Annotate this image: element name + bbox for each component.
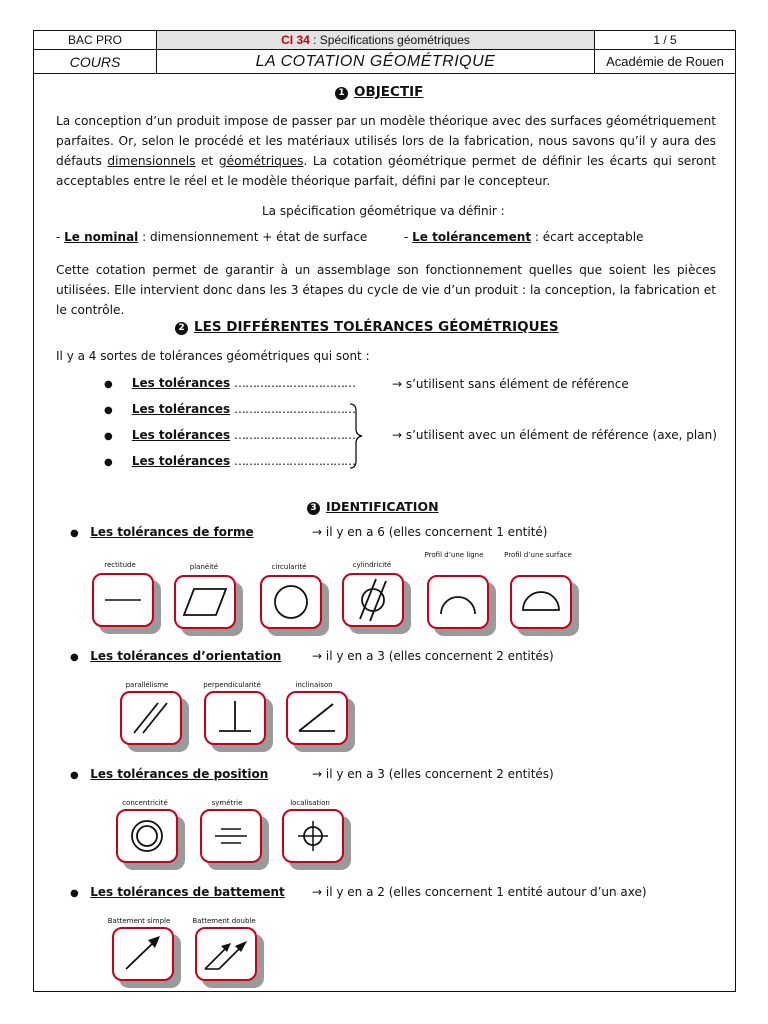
symbol-label-rectitude: rectitude xyxy=(104,561,136,569)
symbol-label-concentricite: concentricité xyxy=(122,799,168,807)
position-group-title xyxy=(70,767,268,781)
orientation-group-label: Les tolérances d’orientation xyxy=(90,649,282,663)
form-group-note: → il y en a 6 (elles concernent 1 entité) xyxy=(312,525,548,539)
orientation-group-title xyxy=(70,649,281,663)
nominal-definition: : dimensionnement + état de surface xyxy=(138,230,368,244)
tolerance-item-blank: …………………………… xyxy=(233,428,355,442)
symbol-label-battement-double: Battement double xyxy=(192,917,256,925)
runout-group-note: → il y en a 2 (elles concernent 1 entité autour d’un axe) xyxy=(312,885,647,899)
header-row-2 xyxy=(34,50,735,74)
bullet-icon: ● xyxy=(104,405,113,416)
section-1-heading xyxy=(335,84,423,100)
nominal-dash: - xyxy=(56,230,65,244)
circularity-symbol xyxy=(260,575,322,629)
section-2-heading xyxy=(175,319,559,335)
angularity-symbol xyxy=(286,691,348,745)
symbol-label-parallelisme: parallélisme xyxy=(125,681,169,689)
course-cell xyxy=(157,31,595,50)
symbol-label-symetrie: symétrie xyxy=(211,799,243,807)
doc-type: COURS xyxy=(34,50,157,74)
perpendicularity-symbol xyxy=(204,691,266,745)
position-group-label: Les tolérances de position xyxy=(90,767,269,781)
header-row-1 xyxy=(34,31,735,50)
course-code: CI 34 xyxy=(281,33,310,47)
straightness-icon xyxy=(94,575,152,625)
tolerance-item-blank: …………………………… xyxy=(233,402,355,416)
page xyxy=(33,30,736,992)
tolerancing-line xyxy=(404,230,644,244)
section-2-title: LES DIFFÉRENTES TOLÉRANCES GÉOMÉTRIQUES xyxy=(194,319,559,335)
symbol-label-battement-simple: Battement simple xyxy=(107,917,171,925)
parallelism-symbol xyxy=(120,691,182,745)
tol-definition: : écart acceptable xyxy=(531,230,644,244)
academy: Académie de Rouen xyxy=(595,50,735,74)
section-2-intro: Il y a 4 sortes de tolérances géométriques qui sont : xyxy=(56,349,370,363)
note-with-reference: → s’utilisent avec un élément de référence (axe, plan) xyxy=(392,428,717,442)
symbol-label-profil-ligne: Profil d’une ligne xyxy=(424,551,484,559)
tolerance-item-2 xyxy=(104,402,355,416)
symbol-label-profil-surface: Profil d’une surface xyxy=(504,551,572,559)
tolerance-item-label: Les tolérances xyxy=(131,454,231,468)
parallelism-icon xyxy=(122,693,180,743)
para1-dimensionnels: dimensionnels xyxy=(107,154,196,168)
bullet-icon: ● xyxy=(104,457,113,468)
assembly-paragraph: Cette cotation permet de garantir à un assemblage son fonctionnement quelles que soient les pièces utilisées. Elle intervient donc dans les 3 étapes du cycle de vie d’un produit : la conception, la fabrication et le contrôle. xyxy=(56,263,716,317)
symbol-label-inclinaison: inclinaison xyxy=(295,681,333,689)
objective-paragraph xyxy=(56,111,716,191)
circular-runout-icon xyxy=(114,929,172,979)
circular-runout-symbol xyxy=(112,927,174,981)
crosshair-icon xyxy=(284,811,342,861)
course-subject: : Spécifications géométriques xyxy=(309,33,470,47)
para1-text-end: . La cotation géométrique permet de définir les écarts qui seront acceptables entre le réel et le modèle théorique parfait, défini par le concepteur. xyxy=(56,154,716,188)
surface-profile-icon xyxy=(512,577,570,627)
symbol-label-perpendicularite: perpendicularité xyxy=(203,681,261,689)
concentricity-icon xyxy=(118,811,176,861)
line-profile-symbol xyxy=(427,575,489,629)
para1-et: et xyxy=(195,154,219,168)
surface-profile-symbol xyxy=(510,575,572,629)
bullet-icon: ● xyxy=(70,528,79,539)
symbol-label-planeite: planéité xyxy=(189,563,219,571)
tolerance-item-3 xyxy=(104,428,355,442)
flatness-icon xyxy=(176,577,234,627)
bullet-icon: ● xyxy=(104,431,113,442)
section-3-heading xyxy=(307,499,439,515)
bullet-icon: ● xyxy=(70,888,79,899)
symbol-label-cylindricite: cylindricité xyxy=(352,561,392,569)
section-1-title: OBJECTIF xyxy=(354,84,424,100)
perpendicularity-icon xyxy=(206,693,264,743)
cylindricity-symbol xyxy=(342,573,404,627)
flatness-symbol xyxy=(174,575,236,629)
note-without-reference: → s’utilisent sans élément de référence xyxy=(392,377,629,391)
tol-dash: - xyxy=(404,230,413,244)
runout-group-label: Les tolérances de battement xyxy=(90,885,285,899)
bullet-icon: ● xyxy=(70,770,79,781)
total-runout-symbol xyxy=(195,927,257,981)
tol-term: Le tolérancement xyxy=(412,230,532,244)
tolerance-item-blank: …………………………… xyxy=(233,454,355,468)
nominal-line xyxy=(56,230,367,244)
level-cell: BAC PRO xyxy=(34,31,157,50)
section-1-number: 1 xyxy=(335,87,348,100)
orientation-group-note: → il y en a 3 (elles concernent 2 entités) xyxy=(312,649,554,663)
tolerance-item-label: Les tolérances xyxy=(131,428,231,442)
bullet-icon: ● xyxy=(70,652,79,663)
tolerance-item-1 xyxy=(104,376,355,390)
position-group-note: → il y en a 3 (elles concernent 2 entités) xyxy=(312,767,554,781)
brace-icon xyxy=(346,403,366,469)
symbol-label-localisation: localisation xyxy=(290,799,330,807)
line-profile-icon xyxy=(429,577,487,627)
section-3-number: 3 xyxy=(307,502,320,515)
tolerance-item-label: Les tolérances xyxy=(131,402,231,416)
section-3-title: IDENTIFICATION xyxy=(326,499,439,514)
section-2-number: 2 xyxy=(175,322,188,335)
page-number: 1 / 5 xyxy=(595,31,735,50)
symmetry-icon xyxy=(202,811,260,861)
form-group-title xyxy=(70,525,254,539)
tolerance-item-label: Les tolérances xyxy=(131,376,231,390)
symbol-label-circularite: circularité xyxy=(271,563,307,571)
straightness-symbol xyxy=(92,573,154,627)
para1-text: La conception d’un produit impose de passer par un modèle théorique avec des surfaces géométriquement parfaites. Or, selon le procédé et les matériaux utilisés lors de la fabrication, nous savons qu’il y aura des défauts xyxy=(56,114,716,168)
tolerance-item-blank: …………………………… xyxy=(233,376,355,390)
page-title: LA COTATION GÉOMÉTRIQUE xyxy=(157,50,595,74)
form-group-label: Les tolérances de forme xyxy=(90,525,254,539)
cylindricity-icon xyxy=(344,575,402,625)
nominal-term: Le nominal xyxy=(64,230,139,244)
concentricity-symbol xyxy=(116,809,178,863)
circularity-icon xyxy=(262,577,320,627)
para1-geometriques: géométriques xyxy=(218,154,304,168)
tolerance-item-4 xyxy=(104,454,355,468)
bullet-icon: ● xyxy=(104,379,113,390)
total-runout-icon xyxy=(197,929,255,979)
spec-intro: La spécification géométrique va définir : xyxy=(262,204,505,218)
symmetry-symbol xyxy=(200,809,262,863)
angularity-icon xyxy=(288,693,346,743)
position-symbol xyxy=(282,809,344,863)
runout-group-title xyxy=(70,885,285,899)
